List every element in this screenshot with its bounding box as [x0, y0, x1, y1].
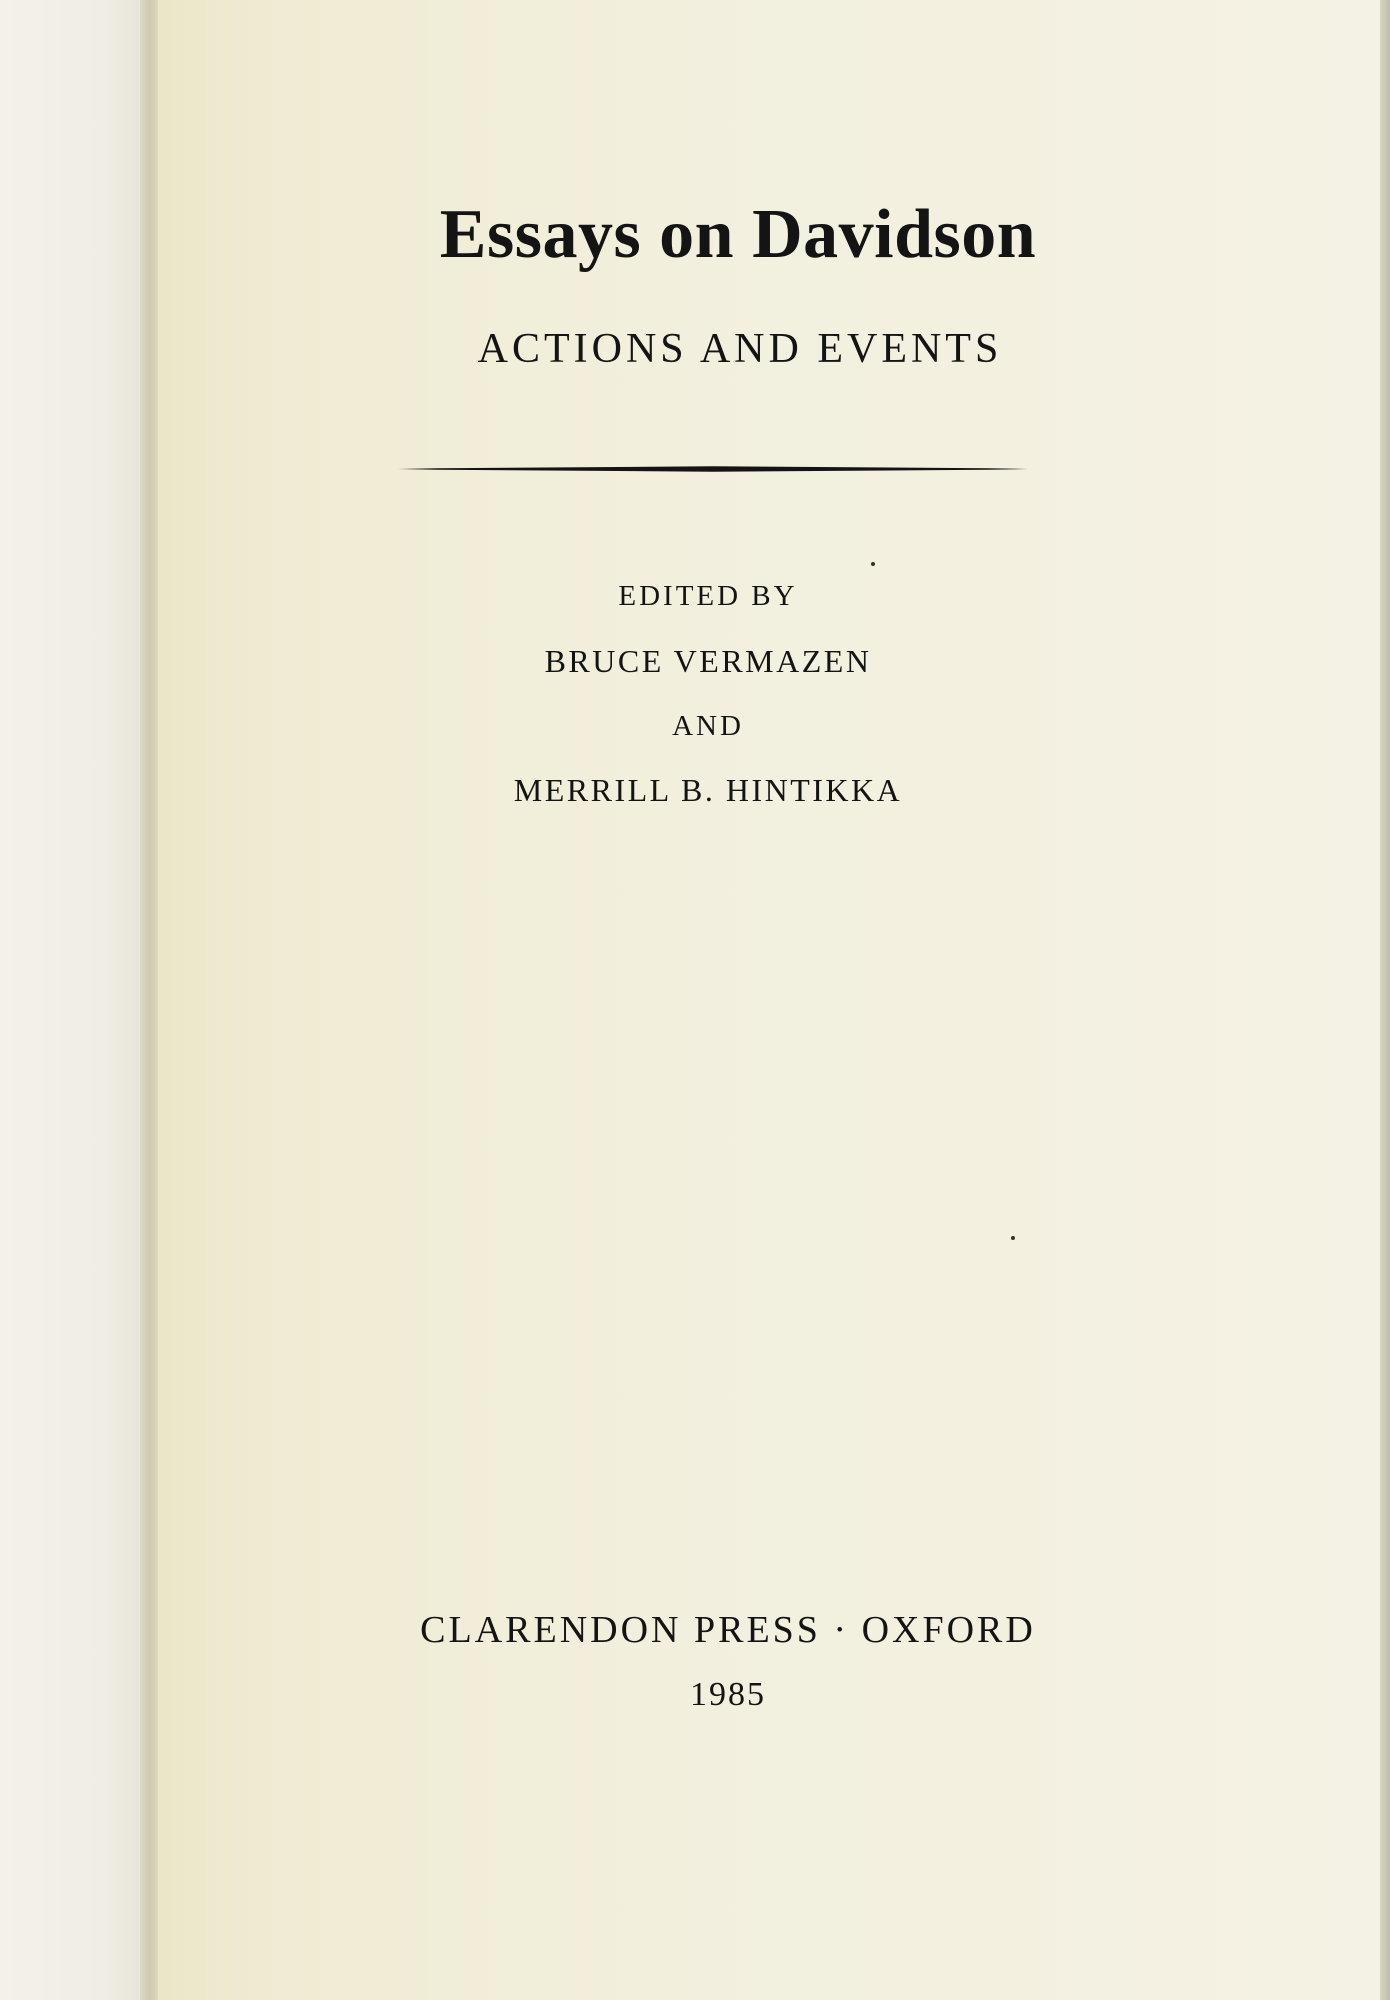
paper-speck [871, 562, 875, 566]
publisher-imprint: CLARENDON PRESS · OXFORD [420, 1609, 1036, 1651]
editor-conjunction: AND [672, 710, 744, 742]
editor-name-2: MERRILL B. HINTIKKA [513, 772, 903, 808]
publication-year: 1985 [690, 1676, 766, 1713]
book-title: Essays on Davidson [439, 196, 1037, 273]
paper-speck [1011, 1236, 1015, 1240]
title-rule [398, 466, 1028, 472]
page-edge [1380, 0, 1390, 2000]
editor-name-1: BRUCE VERMAZEN [544, 643, 872, 679]
book-subtitle: ACTIONS AND EVENTS [477, 326, 1003, 372]
edited-by-label: EDITED BY [618, 580, 798, 612]
facing-page [0, 0, 150, 2000]
